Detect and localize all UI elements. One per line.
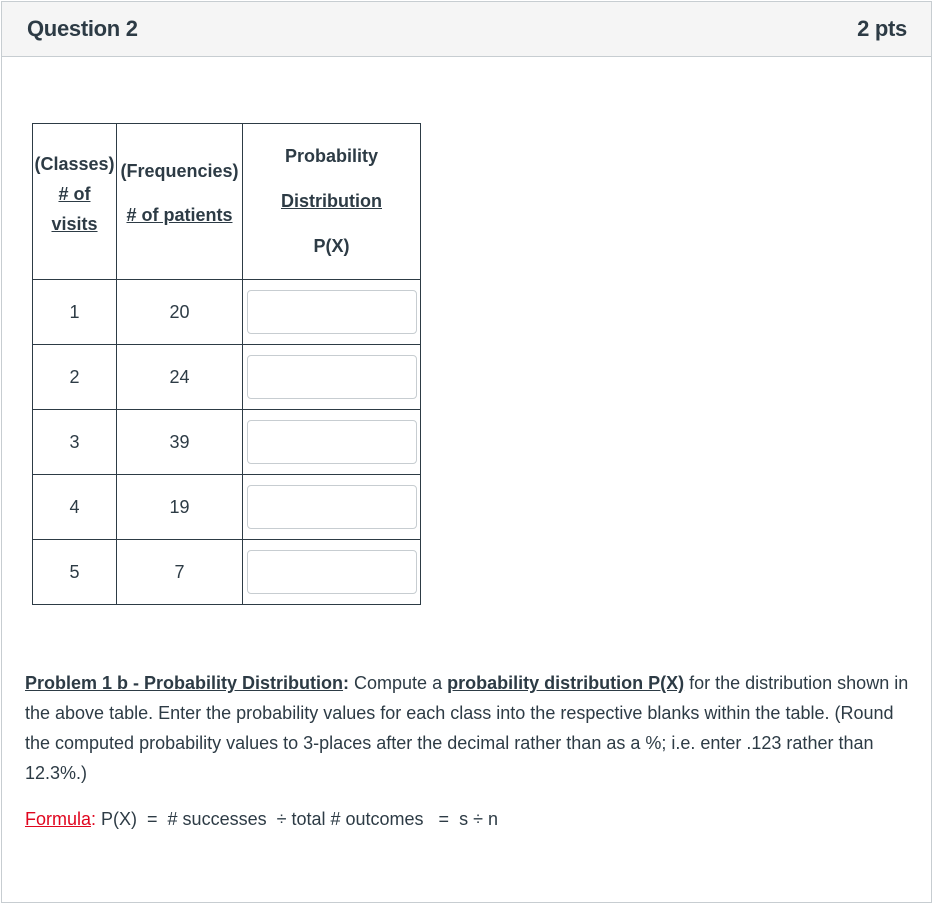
answer-input-1[interactable]: [247, 290, 417, 334]
patients-cell: 19: [117, 475, 243, 540]
problem-heading-colon: :: [343, 673, 350, 693]
problem-text-before: Compute a: [349, 673, 448, 693]
answer-cell: [243, 410, 421, 475]
header-probability: [243, 124, 421, 280]
visits-cell: 2: [33, 345, 117, 410]
table-row: [33, 410, 421, 475]
answer-input-4[interactable]: [247, 485, 417, 529]
table-row: [33, 540, 421, 605]
header-probability-sub2: P(X): [313, 236, 350, 256]
question-points: 2 pts: [857, 16, 907, 41]
answer-cell: [243, 540, 421, 605]
table-row: [33, 345, 421, 410]
answer-input-2[interactable]: [247, 355, 417, 399]
patients-cell: 7: [117, 540, 243, 605]
problem-emphasis: probability distribution P(X): [447, 673, 685, 693]
question-header: [2, 2, 931, 57]
header-probability-sub1: Distribution: [281, 191, 382, 211]
formula-line: [25, 804, 498, 834]
formula-label: Formula: [25, 809, 92, 829]
answer-cell: [243, 475, 421, 540]
visits-cell: 4: [33, 475, 117, 540]
problem-text-after: for the distribution shown in the above table. Enter the probability values for each class into the respective blanks within the table. (Round the computed probability values to 3-places after the decimal rather than as a %; i.e. enter .123 rather than 12.3%.): [25, 673, 909, 783]
header-frequencies-sub: # of patients: [126, 204, 233, 225]
formula-colon: :: [91, 809, 97, 829]
formula-expression: P(X) = # successes ÷ total # outcomes = s ÷ n: [96, 809, 498, 829]
patients-cell: 20: [117, 280, 243, 345]
answer-cell: [243, 345, 421, 410]
visits-cell: 3: [33, 410, 117, 475]
header-classes-sub2: visits: [51, 213, 98, 234]
answer-input-5[interactable]: [247, 550, 417, 594]
distribution-table: [32, 123, 421, 605]
answer-cell: [243, 280, 421, 345]
header-classes-sub1: # of: [58, 183, 91, 204]
table-header-row: [33, 124, 421, 280]
visits-cell: 1: [33, 280, 117, 345]
header-classes: [33, 124, 117, 280]
table-row: [33, 475, 421, 540]
header-frequencies-label: (Frequencies): [120, 160, 239, 181]
problem-statement: [25, 668, 915, 788]
visits-cell: 5: [33, 540, 117, 605]
patients-cell: 39: [117, 410, 243, 475]
header-classes-label: (Classes): [34, 153, 115, 174]
problem-heading: Problem 1 b - Probability Distribution: [25, 673, 344, 693]
question-title: Question 2: [27, 16, 138, 41]
header-frequencies: [117, 124, 243, 280]
answer-input-3[interactable]: [247, 420, 417, 464]
header-probability-label: Probability: [284, 146, 378, 166]
table-row: [33, 280, 421, 345]
patients-cell: 24: [117, 345, 243, 410]
